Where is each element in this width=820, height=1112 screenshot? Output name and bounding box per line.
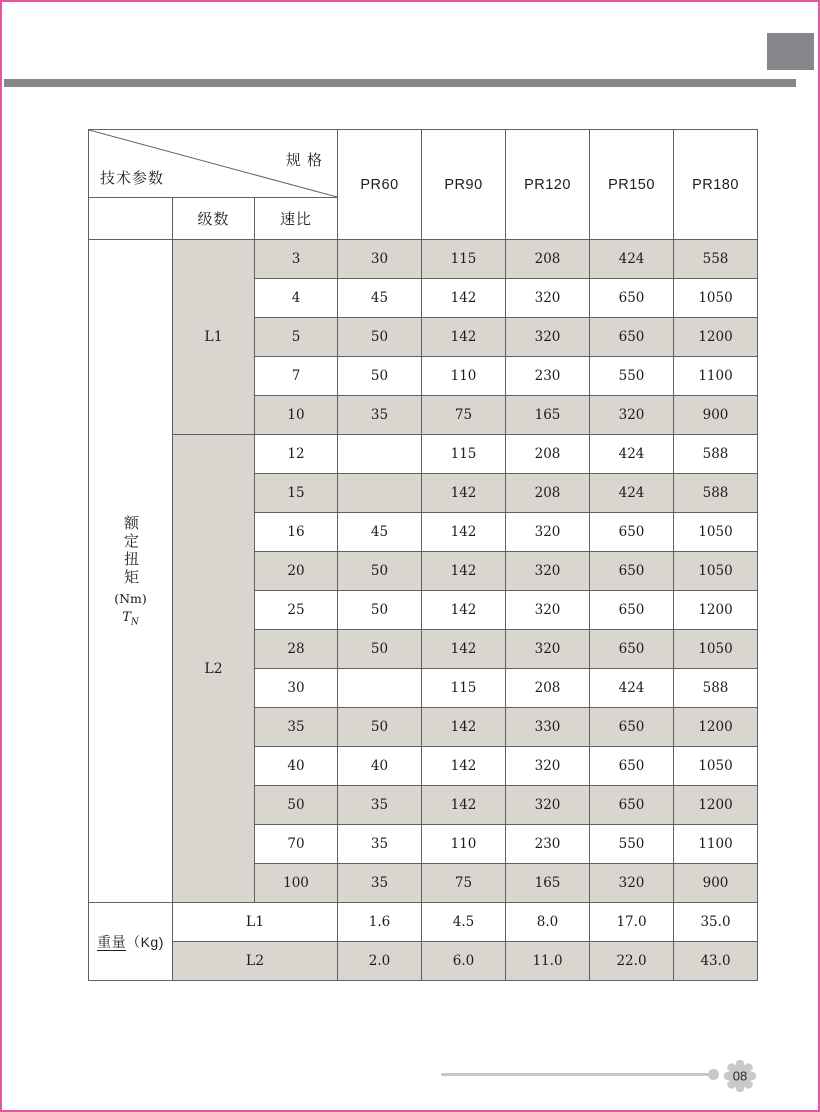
torque-value-cell: 142 <box>422 630 505 668</box>
torque-value-cell: 35 <box>338 864 421 902</box>
torque-value-cell: 1100 <box>674 825 757 863</box>
torque-value-cell: 1200 <box>674 786 757 824</box>
torque-value-cell: 1050 <box>674 552 757 590</box>
column-header-pr120: PR120 <box>506 130 589 239</box>
torque-value-cell: 650 <box>590 513 673 551</box>
torque-value-cell: 650 <box>590 591 673 629</box>
ratio-cell: 3 <box>255 240 337 278</box>
weight-unit: （Kg) <box>126 933 164 950</box>
weight-label-cell <box>89 903 172 980</box>
torque-value-cell: 1200 <box>674 708 757 746</box>
torque-value-cell: 35 <box>338 825 421 863</box>
gear-icon <box>722 1058 758 1094</box>
column-header-pr60: PR60 <box>338 130 421 239</box>
torque-value-cell: 1050 <box>674 630 757 668</box>
torque-value-cell: 330 <box>506 708 589 746</box>
torque-value-cell: 320 <box>590 864 673 902</box>
weight-value-cell: 8.0 <box>506 903 589 941</box>
weight-value-cell: 2.0 <box>338 942 421 980</box>
torque-unit: (Nm) <box>114 590 147 606</box>
weight-stage-l2: L2 <box>173 942 337 980</box>
torque-value-cell: 1050 <box>674 747 757 785</box>
torque-value-cell: 75 <box>422 396 505 434</box>
weight-value-cell: 17.0 <box>590 903 673 941</box>
ratio-cell: 7 <box>255 357 337 395</box>
torque-value-cell: 142 <box>422 279 505 317</box>
torque-value-cell: 424 <box>590 435 673 473</box>
torque-value-cell: 320 <box>506 591 589 629</box>
weight-value-cell: 4.5 <box>422 903 505 941</box>
ratio-cell: 28 <box>255 630 337 668</box>
torque-value-cell: 1200 <box>674 318 757 356</box>
ratio-cell: 40 <box>255 747 337 785</box>
ratio-cell: 10 <box>255 396 337 434</box>
torque-value-cell: 110 <box>422 825 505 863</box>
torque-value-cell: 30 <box>338 240 421 278</box>
torque-value-cell: 588 <box>674 669 757 707</box>
torque-value-cell: 115 <box>422 240 505 278</box>
weight-stage-l1: L1 <box>173 903 337 941</box>
column-header-pr180: PR180 <box>674 130 757 239</box>
torque-value-cell: 320 <box>506 318 589 356</box>
torque-symbol: $T_N$ <box>122 609 139 628</box>
torque-value-cell: 320 <box>506 630 589 668</box>
torque-value-cell: 40 <box>338 747 421 785</box>
torque-value-cell: 75 <box>422 864 505 902</box>
ratio-cell: 30 <box>255 669 337 707</box>
torque-value-cell: 208 <box>506 474 589 512</box>
torque-value-cell: 320 <box>506 279 589 317</box>
stage-cell-l1: L1 <box>173 240 254 434</box>
torque-value-cell: 142 <box>422 747 505 785</box>
ratio-cell: 70 <box>255 825 337 863</box>
torque-value-cell: 50 <box>338 318 421 356</box>
torque-value-cell: 142 <box>422 591 505 629</box>
torque-value-cell: 588 <box>674 474 757 512</box>
torque-value-cell: 320 <box>506 747 589 785</box>
stage-cell-l2: L2 <box>173 435 254 902</box>
weight-label: 重量 <box>97 933 127 950</box>
torque-value-cell: 650 <box>590 552 673 590</box>
torque-label-vertical: 额定扭矩 <box>122 514 139 587</box>
torque-value-cell: 1100 <box>674 357 757 395</box>
torque-value-cell: 550 <box>590 825 673 863</box>
ratio-cell: 100 <box>255 864 337 902</box>
spec-table <box>88 129 758 981</box>
corner-accent-rect <box>767 33 814 70</box>
subheader-empty-cell <box>89 198 172 239</box>
subheader-ratio: 速比 <box>255 198 337 239</box>
torque-value-cell: 50 <box>338 357 421 395</box>
torque-value-cell: 900 <box>674 396 757 434</box>
ratio-cell: 16 <box>255 513 337 551</box>
weight-value-cell: 43.0 <box>674 942 757 980</box>
torque-value-cell: 165 <box>506 396 589 434</box>
torque-value-cell: 650 <box>590 279 673 317</box>
torque-value-cell: 320 <box>506 786 589 824</box>
corner-label-params: 技术参数 <box>100 170 165 187</box>
torque-value-cell: 550 <box>590 357 673 395</box>
torque-value-cell: 50 <box>338 708 421 746</box>
torque-value-cell <box>338 474 421 512</box>
torque-value-cell: 588 <box>674 435 757 473</box>
top-accent-bar <box>4 79 796 87</box>
ratio-cell: 35 <box>255 708 337 746</box>
torque-value-cell: 320 <box>506 513 589 551</box>
torque-value-cell: 320 <box>506 552 589 590</box>
ratio-cell: 15 <box>255 474 337 512</box>
torque-value-cell: 45 <box>338 513 421 551</box>
torque-value-cell: 50 <box>338 630 421 668</box>
footer-rule <box>441 1073 711 1076</box>
weight-value-cell: 6.0 <box>422 942 505 980</box>
torque-value-cell: 142 <box>422 513 505 551</box>
torque-value-cell: 650 <box>590 786 673 824</box>
torque-value-cell: 50 <box>338 591 421 629</box>
weight-value-cell: 35.0 <box>674 903 757 941</box>
weight-value-cell: 1.6 <box>338 903 421 941</box>
torque-value-cell: 208 <box>506 669 589 707</box>
torque-value-cell: 1050 <box>674 279 757 317</box>
ratio-cell: 5 <box>255 318 337 356</box>
weight-value-cell: 11.0 <box>506 942 589 980</box>
torque-value-cell: 424 <box>590 240 673 278</box>
ratio-cell: 50 <box>255 786 337 824</box>
torque-value-cell: 142 <box>422 552 505 590</box>
corner-label-spec: 规 格 <box>285 152 323 169</box>
torque-label-cell <box>89 240 172 902</box>
torque-value-cell: 35 <box>338 396 421 434</box>
torque-value-cell: 558 <box>674 240 757 278</box>
footer-dot <box>708 1069 719 1080</box>
torque-value-cell <box>338 669 421 707</box>
column-header-pr150: PR150 <box>590 130 673 239</box>
torque-value-cell: 650 <box>590 630 673 668</box>
torque-value-cell: 230 <box>506 357 589 395</box>
ratio-cell: 25 <box>255 591 337 629</box>
torque-value-cell: 115 <box>422 669 505 707</box>
torque-value-cell: 1050 <box>674 513 757 551</box>
torque-value-cell: 650 <box>590 318 673 356</box>
torque-value-cell: 165 <box>506 864 589 902</box>
torque-value-cell: 35 <box>338 786 421 824</box>
torque-value-cell: 1200 <box>674 591 757 629</box>
torque-value-cell: 650 <box>590 747 673 785</box>
torque-value-cell: 45 <box>338 279 421 317</box>
corner-header-cell <box>89 130 337 197</box>
torque-value-cell: 50 <box>338 552 421 590</box>
ratio-cell: 12 <box>255 435 337 473</box>
torque-value-cell <box>338 435 421 473</box>
torque-value-cell: 230 <box>506 825 589 863</box>
torque-value-cell: 424 <box>590 474 673 512</box>
torque-value-cell: 424 <box>590 669 673 707</box>
torque-value-cell: 650 <box>590 708 673 746</box>
torque-value-cell: 900 <box>674 864 757 902</box>
torque-value-cell: 142 <box>422 318 505 356</box>
torque-value-cell: 208 <box>506 240 589 278</box>
ratio-cell: 4 <box>255 279 337 317</box>
weight-value-cell: 22.0 <box>590 942 673 980</box>
torque-value-cell: 115 <box>422 435 505 473</box>
torque-value-cell: 142 <box>422 474 505 512</box>
torque-value-cell: 110 <box>422 357 505 395</box>
column-header-pr90: PR90 <box>422 130 505 239</box>
torque-value-cell: 320 <box>590 396 673 434</box>
page-number: 08 <box>732 1068 748 1084</box>
subheader-stage: 级数 <box>173 198 254 239</box>
ratio-cell: 20 <box>255 552 337 590</box>
torque-value-cell: 142 <box>422 786 505 824</box>
torque-value-cell: 142 <box>422 708 505 746</box>
torque-value-cell: 208 <box>506 435 589 473</box>
